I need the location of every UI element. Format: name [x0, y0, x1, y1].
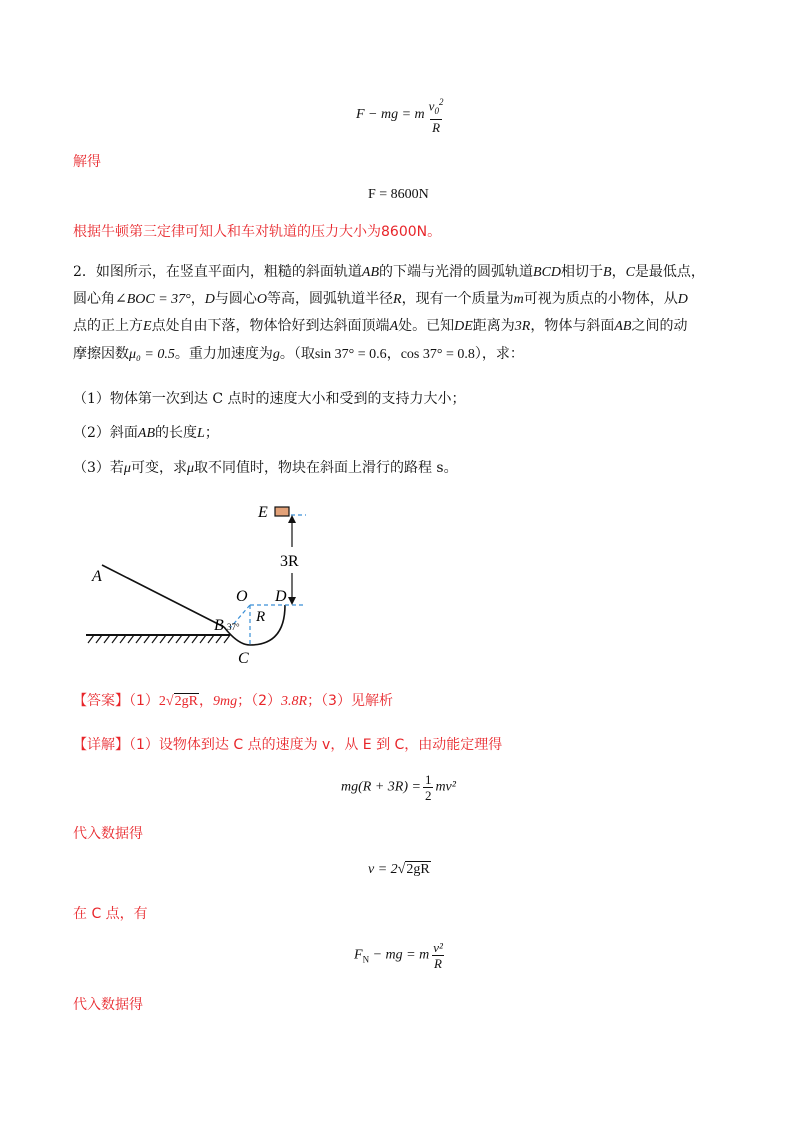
- substitute-label-1: 代入数据得: [73, 826, 143, 842]
- at-c-label: 在 C 点，有: [73, 906, 148, 922]
- eq1-num-sub: 0: [434, 105, 439, 116]
- detail-text: （1）设物体到达 C 点的速度为 v，从 E 到 C，由动能定理得: [129, 737, 503, 753]
- conclusion-text: 根据牛顿第三定律可知人和车对轨道的压力大小为8600N。: [73, 224, 442, 240]
- label-e: E: [258, 504, 268, 521]
- question-2: （2）斜面AB的长度L；: [73, 425, 219, 441]
- equation-energy: mg(R + 3R) = $\frac{1}{2}$ mv²: [341, 772, 456, 803]
- label-37: 37°: [227, 622, 240, 632]
- eq1-lhs: F − mg = m: [356, 107, 425, 123]
- label-a: A: [92, 568, 102, 585]
- eq1-num-sup: 2: [438, 97, 444, 107]
- physics-figure: [70, 495, 330, 675]
- solve-label-1: 解得: [73, 154, 101, 170]
- problem-line-3: 点的正上方E点处自由下落，物体恰好到达斜面顶端A处。已知DE距离为3R，物体与斜面AB之间的动: [73, 318, 688, 334]
- label-b: B: [214, 617, 224, 634]
- eq1-fraction: [427, 95, 446, 135]
- label-c: C: [238, 650, 249, 667]
- problem-line-2: 圆心角∠BOC = 37°，D与圆心O等高，圆弧轨道半径R，现有一个质量为m可视为质点的小物体，从D: [73, 291, 688, 307]
- answer-line: 【答案】（1）2√2gR，9mg；（2）3.8R；（3）见解析: [73, 693, 393, 709]
- problem-line-1: 2．如图所示，在竖直平面内，粗糙的斜面轨道AB的下端与光滑的圆弧轨道BCD相切于B，C是最低点，: [73, 264, 705, 280]
- eq1-num: v: [428, 98, 435, 114]
- equation-force-1: [356, 95, 447, 135]
- equation-normal-force: $F_N$ − mg = m $\frac{\text{v²}}{R}$: [354, 940, 443, 971]
- eq1-den: R: [432, 119, 441, 135]
- arrow-down-head: [288, 597, 296, 605]
- ground-hatch: [88, 635, 230, 643]
- label-3r: 3R: [280, 553, 299, 570]
- equation-velocity: v = 2√2gR: [368, 862, 430, 877]
- equation-force-result: F = 8600N: [368, 187, 429, 202]
- problem-line-4: 摩擦因数μ₀ = 0.5。重力加速度为g。（取sin 37° = 0.6，cos 37° = 0.8），求：: [73, 346, 524, 362]
- answer-tag: 【答案】: [73, 693, 129, 709]
- question-1: （1）物体第一次到达 C 点时的速度大小和受到的支持力大小；: [73, 391, 466, 407]
- detail-tag: 【详解】: [73, 737, 129, 753]
- block-e: [275, 507, 289, 516]
- incline-ab: [102, 565, 224, 627]
- question-3: （3）若μ可变，求μ取不同值时，物块在斜面上滑行的路程 s。: [73, 460, 458, 476]
- label-o: O: [236, 588, 248, 605]
- label-d: D: [275, 588, 287, 605]
- label-r: R: [256, 609, 266, 625]
- substitute-label-2: 代入数据得: [73, 997, 143, 1013]
- detail-line: [73, 735, 502, 755]
